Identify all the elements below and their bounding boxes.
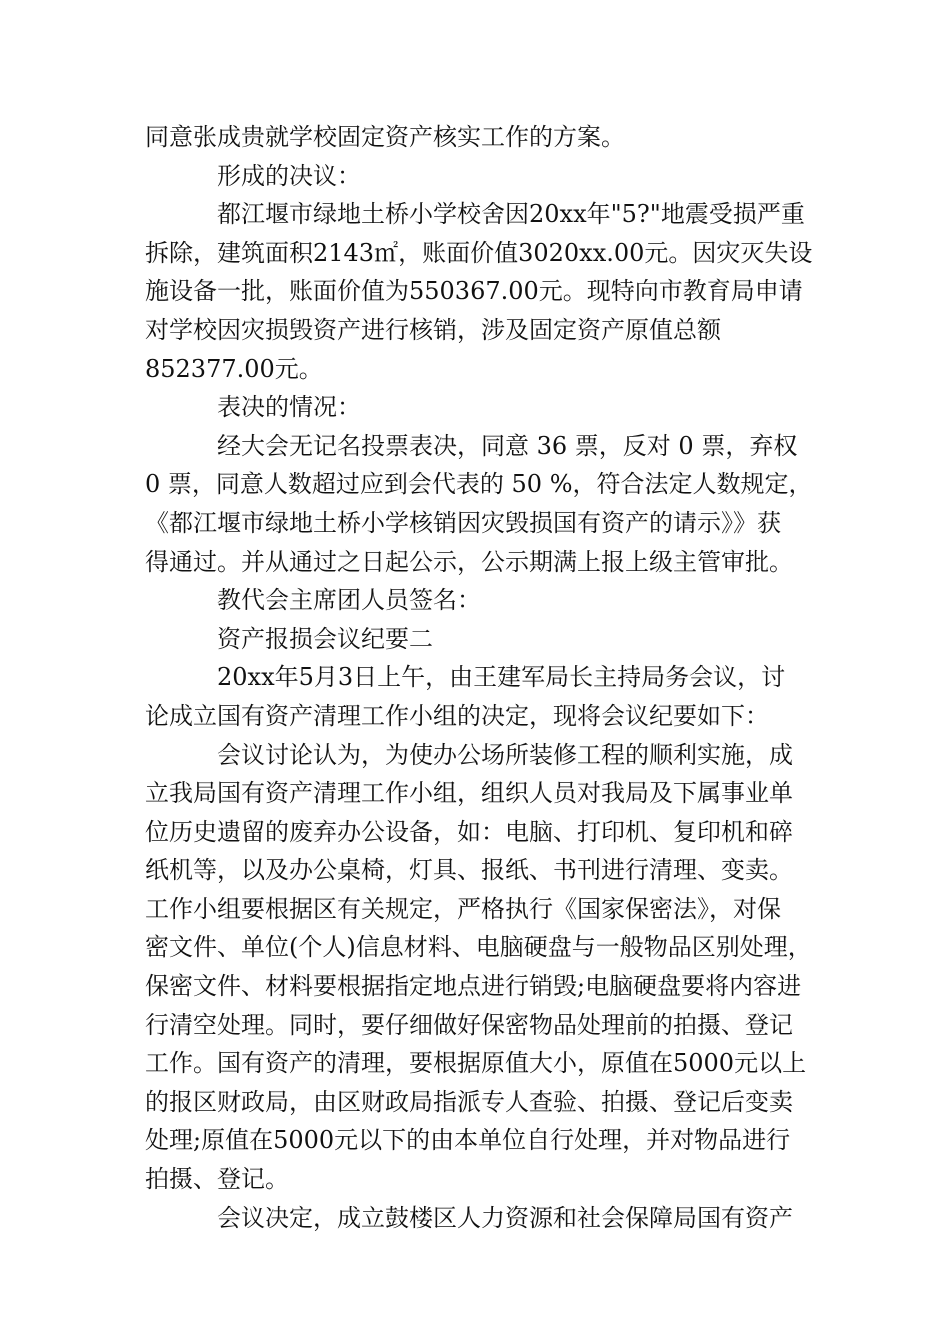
text-line: 对学校因灾损毁资产进行核销，涉及固定资产原值总额 xyxy=(145,315,721,344)
text-line: 852377.00元。 xyxy=(145,354,323,383)
text-line: 密文件、单位(个人)信息材料、电脑硬盘与一般物品区别处理， xyxy=(145,933,812,962)
text-line: 工作小组要根据区有关规定，严格执行《国家保密法》，对保 xyxy=(145,894,781,923)
text-line: 拆除，建筑面积2143㎡，账面价值3020xx.00元。因灾灭失设 xyxy=(145,238,813,267)
text-line: 都江堰市绿地土桥小学校舍因20xx年"5?"地震受损严重 xyxy=(217,200,805,229)
text-line: 论成立国有资产清理工作小组的决定，现将会议纪要如下： xyxy=(145,701,769,730)
text-line: 教代会主席团人员签名： xyxy=(217,586,481,615)
text-line: 保密文件、材料要根据指定地点进行销毁;电脑硬盘要将内容进 xyxy=(145,972,802,1001)
document-body xyxy=(145,118,813,1237)
text-line: 拍摄、登记。 xyxy=(145,1165,289,1194)
text-line: 《都江堰市绿地土桥小学核销因灾毁损国有资产的请示》》获 xyxy=(145,508,781,537)
section-heading: 资产报损会议纪要二 xyxy=(217,624,433,653)
text-line: 经大会无记名投票表决，同意 36 票，反对 0 票，弃权 xyxy=(217,431,798,460)
text-line: 会议讨论认为，为使办公场所装修工程的顺利实施，成 xyxy=(217,740,793,769)
text-line: 工作。国有资产的清理，要根据原值大小，原值在5000元以上 xyxy=(145,1049,807,1078)
text-line: 0 票，同意人数超过应到会代表的 50 %，符合法定人数规定， xyxy=(145,470,813,499)
text-line: 的报区财政局，由区财政局指派专人查验、拍摄、登记后变卖 xyxy=(145,1087,793,1116)
text-line: 20xx年5月3日上午，由王建军局长主持局务会议，讨 xyxy=(217,663,786,692)
text-line: 施设备一批，账面价值为550367.00元。现特向市教育局申请 xyxy=(145,277,803,306)
text-line: 得通过。并从通过之日起公示，公示期满上报上级主管审批。 xyxy=(145,547,793,576)
text-line: 表决的情况： xyxy=(217,393,361,422)
text-line: 会议决定，成立鼓楼区人力资源和社会保障局国有资产 xyxy=(217,1203,793,1232)
text-line: 处理;原值在5000元以下的由本单位自行处理，并对物品进行 xyxy=(145,1126,791,1155)
text-line: 同意张成贵就学校固定资产核实工作的方案。 xyxy=(145,123,625,151)
text-line: 形成的决议： xyxy=(217,161,361,190)
text-line: 纸机等，以及办公桌椅，灯具、报纸、书刊进行清理、变卖。 xyxy=(145,856,793,885)
text-line: 位历史遗留的废弃办公设备，如：电脑、打印机、复印机和碎 xyxy=(145,817,793,846)
text-line: 立我局国有资产清理工作小组，组织人员对我局及下属事业单 xyxy=(145,779,793,808)
text-line: 行清空处理。同时，要仔细做好保密物品处理前的拍摄、登记 xyxy=(145,1010,793,1039)
